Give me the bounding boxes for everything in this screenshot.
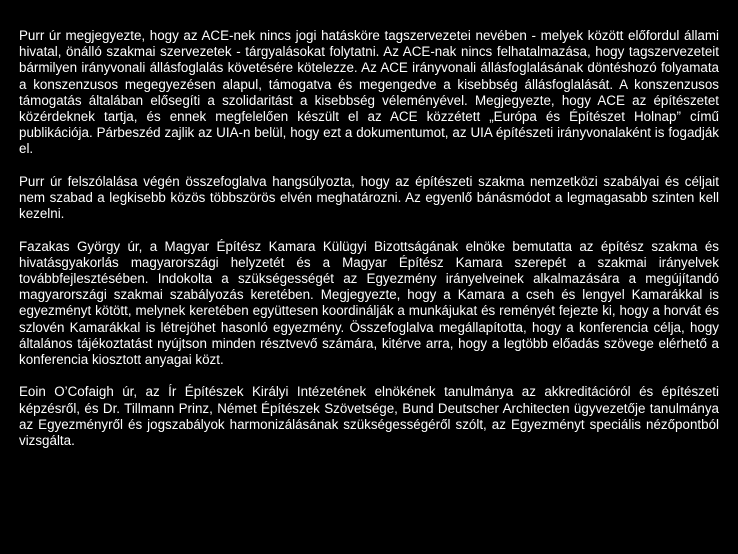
paragraph-ocofaigh-prinz: Eoin O’Cofaigh úr, az Ír Építészek Királyi Intézetének elnökének tanulmánya az akkreditációról és építészeti képzésről, és Dr. Tillmann Prinz, Német Építészek Szövetsége, Bund Deutscher Architecten ügyvezetője tanulmánya az Egyezményről és jogszabályok harmonizálásának szükségességéről szólt, az Egyezményt speciális nézőpontból vizsgálta. bbox=[19, 384, 719, 449]
paragraph-fazakas: Fazakas György úr, a Magyar Építész Kamara Külügyi Bizottságának elnöke bemutatta az építész szakma és hivatásgyakorlás magyarországi helyzetét és a Magyar Építész Kamara szerepét a szakmai irányelvek továbbfejlesztésében. Indokolta a szükségességét az Egyezmény irányelveinek alkalmazására a megújítandó magyarországi szakmai szabályozás keretében. Megjegyezte, hogy a Kamara a cseh és lengyel Kamarákkal is egyezményt kötött, melynek keretében együttesen koordinálják a munkájukat és reményét fejezte ki, hogy a horvát és szlovén Kamarákkal is létrejöhet hasonló egyezmény. Összefoglalva megállapította, hogy a konferencia célja, hogy általános tájékoztatást nyújtson minden résztvevő számára, kitérve arra, hogy a legtöbb előadás szövege elérhető a konferencia kiosztott anyagai közt. bbox=[19, 238, 719, 368]
document-body bbox=[19, 28, 719, 465]
paragraph-purr-ace: Purr úr megjegyezte, hogy az ACE-nek nincs jogi hatásköre tagszervezetei nevében - melyek között előfordul állami hivatal, önálló szakmai szervezetek - tárgyalásokat folytatni. Az ACE-nak nincs felhatalmazása, hogy tagszervezeteit bármilyen irányvonali állásfoglalás követésére kötelezze. Az ACE irányvonali állásfoglalásának döntéshozó folyamata a konszenzusos megegyezésen alapul, támogatva és megengedve a kisebbség állásfoglalását. A konszenzusos támogatás általában elősegíti a szolidaritást a kisebbség véleményével. Megjegyezte, hogy ACE az építészetet közérdeknek tartja, és ennek megfelelően készült el az ACE közzétett „Európa és Építészet Holnap” című publikációja. Párbeszéd zajlik az UIA-n belül, hogy ezt a dokumentumot, az UIA építészeti irányvonalaként is fogadják el. bbox=[19, 28, 719, 157]
paragraph-purr-summary: Purr úr felszólalása végén összefoglalva hangsúlyozta, hogy az építészeti szakma nemzetközi szabályai és céljait nem szabad a legkisebb közös többszörös elvén meghatározni. Az egyenlő bánásmódot a legmagasabb szinten kell kezelni. bbox=[19, 173, 719, 222]
